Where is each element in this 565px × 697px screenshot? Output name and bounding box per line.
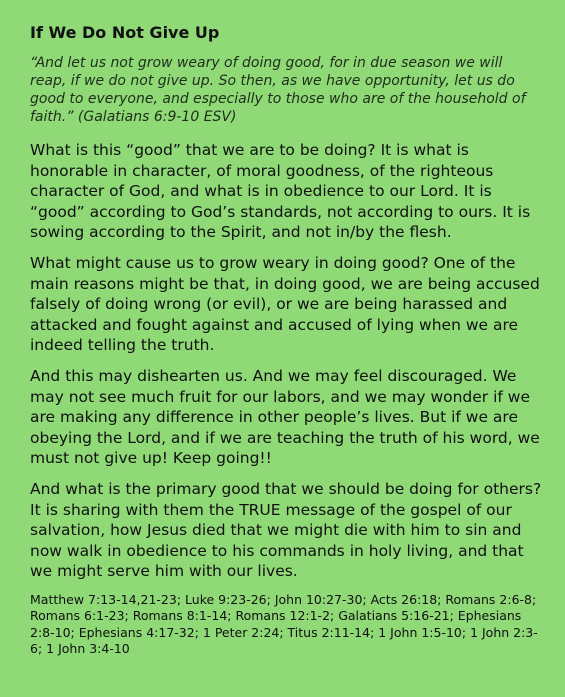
paragraph-1: What is this “good” that we are to be doing? It is what is honorable in character, of moral goodness, of the righteous character of God, and what is in obedience to our Lord. It is “good” according to God’s standards, not according to ours. It is sowing according to the Spirit, and not in/by the flesh.: [30, 141, 531, 242]
page-title: If We Do Not Give Up: [30, 23, 220, 42]
scripture-quote: “And let us not grow weary of doing good, for in due season we will reap, if we do not give up. So then, as we have opportunity, let us do good to everyone, and especially to those who are of the household of faith.” (Galatians 6:9-10 ESV): [30, 55, 526, 125]
paragraph-4: And what is the primary good that we should be doing for others? It is sharing with them the TRUE message of the gospel of our salvation, how Jesus died that we might die with him to sin and now walk in obedience to his commands in holy living, and that we might serve him with our lives.: [30, 479, 542, 581]
paragraph-2: What might cause us to grow weary in doing good? One of the main reasons might be that, in doing good, we are being accused falsely of doing wrong (or evil), or we are being harassed and attacked and fought against and accused of lying when we are indeed telling the truth.: [30, 253, 540, 355]
paragraph-3: And this may dishearten us. And we may feel discouraged. We may not see much fruit for our labors, and we may wonder if we are making any difference in other people’s lives. But if we are obeying the Lord, and if we are teaching the truth of his word, we must not give up! Keep going!!: [30, 366, 540, 468]
scripture-references: Matthew 7:13-14,21-23; Luke 9:23-26; John 10:27-30; Acts 26:18; Romans 2:6-8; Romans 6:1-23; Romans 8:1-14; Romans 12:1-2; Galatians 5:16-21; Ephesians 2:8-10; Ephesians 4:17-32; 1 Peter 2:24; Titus 2:11-14; 1 John 1:5-10; 1 John 2:3-6; 1 John 3:4-10: [30, 591, 538, 657]
